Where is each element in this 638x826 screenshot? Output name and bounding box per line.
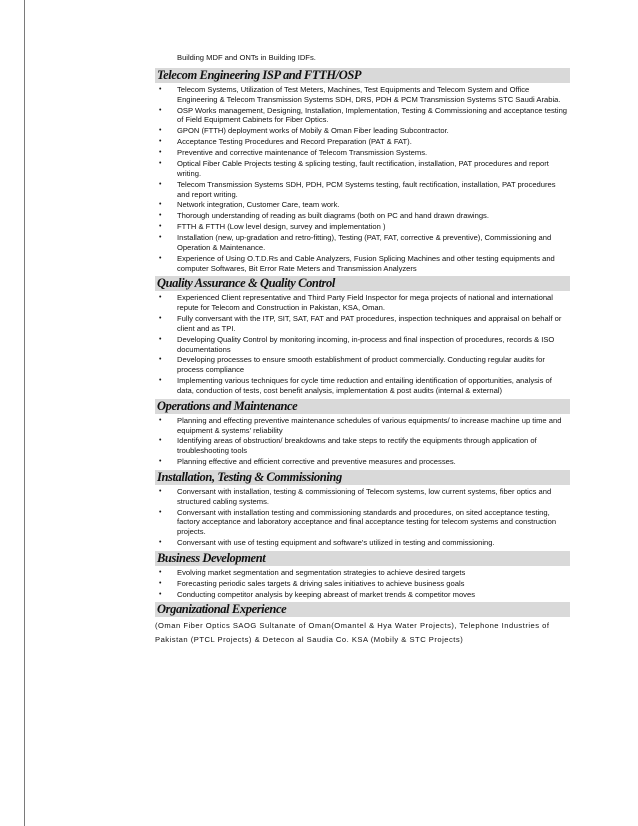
section-heading: Business Development	[155, 551, 570, 566]
list-item-text: Preventive and corrective maintenance of Telecom Transmission Systems.	[177, 148, 428, 158]
section-bullet-list	[155, 293, 570, 395]
list-item-text: GPON (FTTH) deployment works of Mobily & Oman Fiber leading Subcontractor.	[177, 126, 449, 136]
list-item	[155, 436, 570, 456]
page-left-border	[24, 0, 25, 826]
bullet-icon: •	[159, 149, 162, 157]
bullet-icon: •	[159, 335, 162, 343]
bullet-icon: •	[159, 458, 162, 466]
bullet-icon: •	[159, 487, 162, 495]
section-bullet-list	[155, 487, 570, 548]
list-item	[155, 137, 570, 147]
list-item	[155, 457, 570, 467]
list-item-text: Forecasting periodic sales targets & driving sales initiatives to achieve business goals	[177, 578, 465, 588]
list-item	[155, 376, 570, 396]
list-item-text: Planning effective and efficient corrective and preventive measures and processes.	[177, 457, 456, 467]
bullet-icon: •	[159, 160, 162, 168]
list-item-text: OSP Works management, Designing, Installation, Implementation, Testing & Commissioning and acceptance testing of Field Equipment Cabinets for Fiber Optics.	[177, 105, 568, 125]
list-item-text: Evolving market segmentation and segmentation strategies to achieve desired targets	[177, 567, 466, 577]
section-heading: Installation, Testing & Commissioning	[155, 470, 570, 485]
list-item-text: Installation (new, up-gradation and retro-fitting), Testing (PAT, FAT, corrective & preventive), Commissioning and Operation & Maintenance.	[177, 233, 552, 252]
section-heading: Organizational Experience	[155, 602, 570, 617]
list-item-text: Conducting competitor analysis by keeping abreast of market trends & competitor moves	[177, 589, 475, 599]
sections-container	[155, 68, 570, 647]
list-item-text: Optical Fiber Cable Projects testing & splicing testing, fault rectification, installation, PAT procedures and report writing.	[177, 159, 549, 178]
list-item	[155, 579, 570, 589]
list-item-text: Developing processes to ensure smooth establishment of product commercially. Conducting regular audits for process compliance	[177, 355, 545, 375]
bullet-icon: •	[159, 127, 162, 135]
bullet-icon: •	[159, 86, 162, 93]
list-item-text: Conversant with installation, testing & commissioning of Telecom systems, low current systems, fiber optics and structured cabling systems.	[177, 486, 552, 506]
list-item	[155, 590, 570, 600]
bullet-icon: •	[159, 106, 162, 114]
bullet-icon: •	[159, 356, 162, 364]
bullet-icon: •	[159, 234, 162, 242]
list-item	[155, 233, 570, 253]
section-bullet-list	[155, 85, 570, 273]
list-item	[155, 568, 570, 578]
list-item-text: Planning and effecting preventive maintenance schedules of various equipments/ to increase machine up time and equipment & systems' reliability	[177, 415, 562, 435]
list-item	[155, 222, 570, 232]
bullet-icon: •	[159, 377, 162, 385]
list-item-text: Fully conversant with the ITP, SIT, SAT, FAT and PAT procedures, inspection techniques and appraisal on behalf or client and as TPI.	[177, 314, 562, 333]
bullet-icon: •	[159, 180, 162, 188]
bullet-icon: •	[159, 294, 162, 302]
list-item-text: Telecom Systems, Utilization of Test Meters, Machines, Test Equipments and Telecom System and Office Engineering & Telecom Transmission Systems SDH, DRS, PDH & PCM Transmission Systems STC Saudi Arabia.	[177, 85, 561, 104]
list-item	[155, 159, 570, 179]
list-item-text: Network integration, Customer Care, team work.	[177, 200, 340, 210]
bullet-icon: •	[159, 416, 162, 424]
bullet-icon: •	[159, 254, 162, 262]
bullet-icon: •	[159, 212, 162, 220]
list-item	[155, 180, 570, 200]
list-item-text: Thorough understanding of reading as built diagrams (both on PC and hand drawn drawings.	[177, 211, 489, 221]
list-item	[155, 126, 570, 136]
list-item	[155, 335, 570, 355]
bullet-icon: •	[159, 201, 162, 209]
list-item-text: Implementing various techniques for cycle time reduction and entailing identification of opportunities, analysis of data, conduction of tests, cost benefit analysis, implementation & post audits (internal & external)	[177, 376, 552, 395]
list-item	[155, 211, 570, 221]
section-heading: Telecom Engineering ISP and FTTH/OSP	[155, 68, 570, 83]
list-item-text: Conversant with use of testing equipment and software's utilized in testing and commissioning.	[177, 538, 495, 548]
resume-page-content	[155, 52, 570, 647]
list-item	[155, 85, 570, 105]
list-item	[155, 314, 570, 334]
bullet-icon: •	[159, 437, 162, 445]
bullet-icon: •	[159, 539, 162, 547]
list-item	[155, 508, 570, 537]
section-heading: Quality Assurance & Quality Control	[155, 276, 570, 291]
bullet-icon: •	[159, 568, 162, 576]
list-item	[155, 355, 570, 375]
list-item-text: Conversant with installation testing and commissioning standards and procedures, on sited acceptance testing, factory acceptance and laboratory acceptance and final acceptance testing for telecom systems and construction projects.	[177, 507, 557, 537]
list-item-text: Identifying areas of obstruction/ breakdowns and take steps to rectify the equipments through application of troubleshooting tools	[177, 436, 537, 456]
bullet-icon: •	[159, 508, 162, 516]
bullet-icon: •	[159, 315, 162, 323]
section-paragraph: (Oman Fiber Optics SAOG Sultanate of Oman(Omantel & Hya Water Projects), Telephone Industries of Pakistan (PTCL Projects) & Detecon al Saudia Co. KSA (Mobily & STC Projects)	[155, 621, 550, 645]
bullet-icon: •	[159, 590, 162, 598]
list-item	[155, 416, 570, 436]
list-item	[155, 293, 570, 313]
list-item-text: Developing Quality Control by monitoring incoming, in-process and final inspection of procedures, records & ISO documentations	[177, 334, 555, 354]
list-item-text: Experience of Using O.T.D.Rs and Cable Analyzers, Fusion Splicing Machines and other testing equipments and computer Softwares, Bit Error Rate Meters and Transmission Analyzers	[177, 253, 555, 273]
list-item	[155, 487, 570, 507]
bullet-icon: •	[159, 223, 162, 231]
intro-line: Building MDF and ONTs in Building IDFs.	[177, 53, 316, 62]
list-item-text: FTTH & FTTH (Low level design, survey and implementation )	[177, 222, 386, 232]
list-item-text: Experienced Client representative and Third Party Field Inspector for mega projects of national and international repute for Telecom and Construction in Pakistan, KSA, Oman.	[177, 293, 553, 313]
list-item-text: Acceptance Testing Procedures and Record Preparation (PAT & FAT).	[177, 137, 412, 147]
section-bullet-list	[155, 416, 570, 467]
list-item	[155, 254, 570, 274]
bullet-icon: •	[159, 138, 162, 146]
list-item-text: Telecom Transmission Systems SDH, PDH, PCM Systems testing, fault rectification, installation, PAT procedures and report writing.	[177, 179, 556, 199]
section-bullet-list	[155, 568, 570, 600]
list-item	[155, 200, 570, 210]
section-heading: Operations and Maintenance	[155, 399, 570, 414]
list-item	[155, 538, 570, 548]
bullet-icon: •	[159, 579, 162, 587]
list-item	[155, 148, 570, 158]
list-item	[155, 106, 570, 126]
